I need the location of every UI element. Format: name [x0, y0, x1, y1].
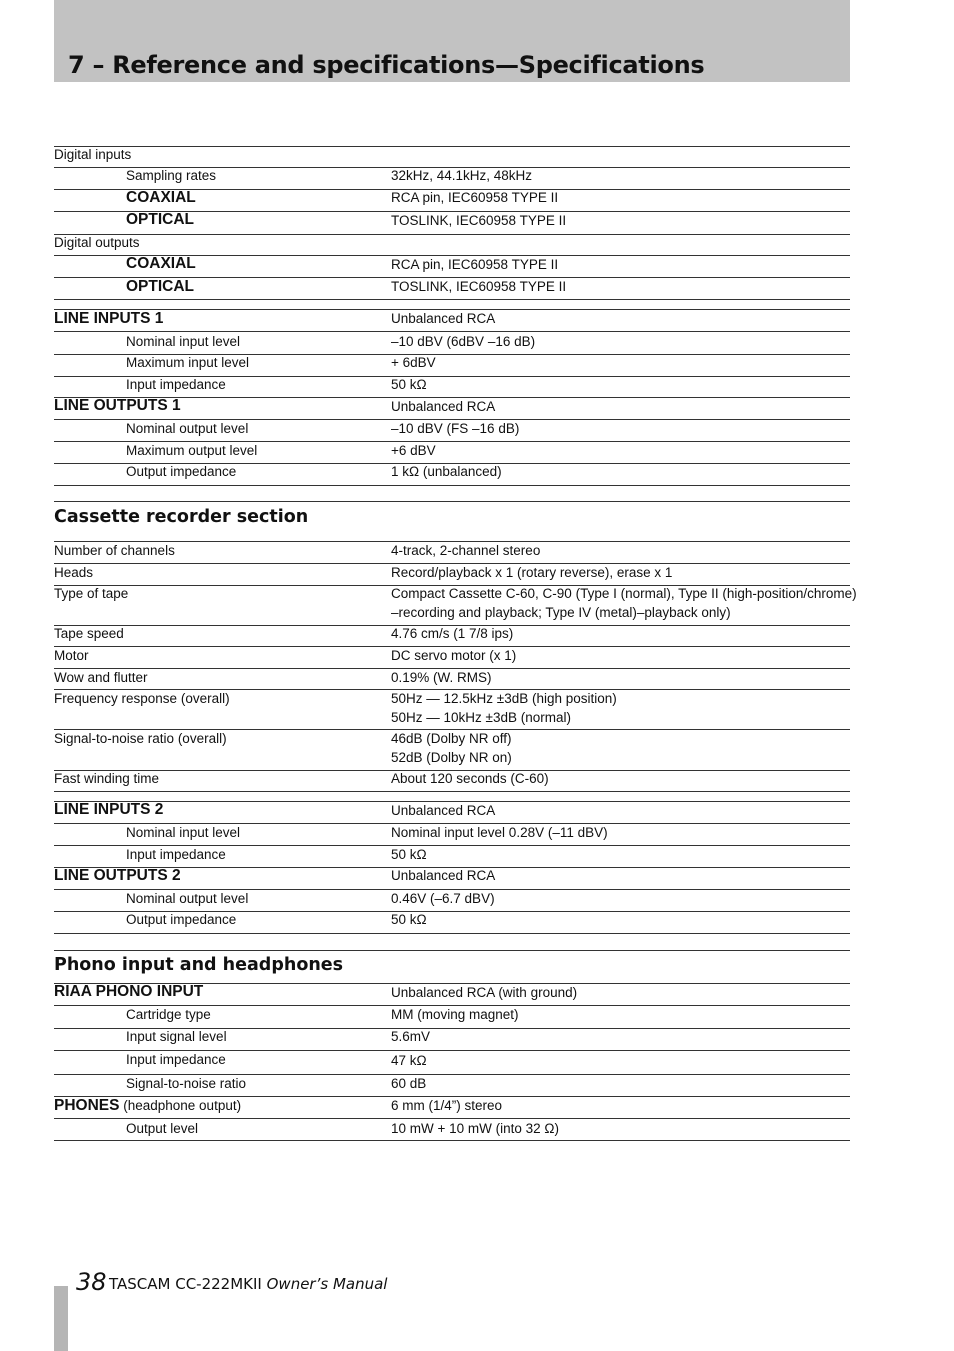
nominal-output-level-value: –10 dBV (FS –16 dB) — [391, 421, 520, 436]
line2-input-impedance-value: 50 kΩ — [391, 847, 427, 862]
motor-label: Motor — [54, 648, 89, 663]
line-outputs-1-label: LINE OUTPUTS 1 — [54, 397, 181, 414]
line-outputs-2-value: Unbalanced RCA — [391, 868, 496, 883]
line2-nominal-input-label: Nominal input level — [126, 825, 241, 840]
tape-type-value-line1: Compact Cassette C-60, C-90 (Type I (normal), Type II (high-position/chrome) — [391, 586, 857, 601]
input-signal-level-label: Input signal level — [126, 1029, 227, 1044]
line-inputs-2-label: LINE INPUTS 2 — [54, 801, 164, 818]
phono-snr-label: Signal-to-noise ratio — [126, 1076, 247, 1091]
max-input-level-label: Maximum input level — [126, 355, 250, 370]
frequency-response-value-line2: 50Hz — 10kHz ±3dB (normal) — [391, 710, 571, 725]
cartridge-type-value: MM (moving magnet) — [391, 1007, 519, 1022]
line-inputs-1-value: Unbalanced RCA — [391, 311, 496, 326]
snr-overall-value-line1: 46dB (Dolby NR off) — [391, 731, 512, 746]
divider — [54, 501, 850, 502]
line-inputs-1-label: LINE INPUTS 1 — [54, 310, 164, 327]
wow-flutter-label: Wow and flutter — [54, 670, 148, 685]
heads-value: Record/playback x 1 (rotary reverse), erase x 1 — [391, 565, 673, 580]
fast-winding-value: About 120 seconds (C-60) — [391, 771, 549, 786]
tape-speed-label: Tape speed — [54, 626, 124, 641]
page-number: 38 — [76, 1268, 107, 1296]
divider — [54, 950, 850, 951]
frequency-response-value-line1: 50Hz — 12.5kHz ±3dB (high position) — [391, 691, 617, 706]
divider — [54, 146, 850, 147]
output-impedance-value: 1 kΩ (unbalanced) — [391, 464, 502, 479]
divider — [54, 485, 850, 486]
snr-overall-label: Signal-to-noise ratio (overall) — [54, 731, 227, 746]
phones-label: PHONES — [54, 1097, 120, 1114]
phones-row-label — [54, 1096, 241, 1115]
footer-bar — [54, 1286, 68, 1351]
motor-value: DC servo motor (x 1) — [391, 648, 517, 663]
phono-section-title: Phono input and headphones — [54, 955, 344, 975]
line2-output-impedance-label: Output impedance — [126, 912, 237, 927]
phones-suffix: (headphone output) — [123, 1098, 242, 1113]
line-outputs-2-label: LINE OUTPUTS 2 — [54, 867, 181, 884]
line2-output-impedance-value: 50 kΩ — [391, 912, 427, 927]
output-impedance-label: Output impedance — [126, 464, 237, 479]
input-coaxial-label: COAXIAL — [126, 189, 196, 206]
cartridge-type-label: Cartridge type — [126, 1007, 211, 1022]
sampling-rates-label: Sampling rates — [126, 168, 217, 183]
tape-type-label: Type of tape — [54, 586, 129, 601]
input-signal-level-value: 5.6mV — [391, 1029, 431, 1044]
divider — [54, 299, 850, 300]
phono-snr-value: 60 dB — [391, 1076, 427, 1091]
nominal-input-level-value: –10 dBV (6dBV –16 dB) — [391, 334, 536, 349]
footer-brand-model: TASCAM CC-222MKII — [109, 1275, 262, 1293]
max-output-level-value: +6 dBV — [391, 443, 436, 458]
divider — [54, 234, 850, 235]
line2-nominal-input-value: Nominal input level 0.28V (–11 dBV) — [391, 825, 608, 840]
heads-label: Heads — [54, 565, 94, 580]
phono-input-impedance-value: 47 kΩ — [391, 1053, 427, 1068]
line-outputs-1-value: Unbalanced RCA — [391, 399, 496, 414]
output-optical-value: TOSLINK, IEC60958 TYPE II — [391, 279, 567, 294]
footer-manual-title — [109, 1274, 387, 1294]
riaa-phono-input-label: RIAA PHONO INPUT — [54, 983, 204, 1000]
nominal-output-level-label: Nominal output level — [126, 421, 249, 436]
channels-label: Number of channels — [54, 543, 175, 558]
page-title: 7 – Reference and specifications—Specifications — [68, 51, 705, 79]
cassette-section-title: Cassette recorder section — [54, 507, 309, 527]
line2-nominal-output-label: Nominal output level — [126, 891, 249, 906]
line-inputs-2-value: Unbalanced RCA — [391, 803, 496, 818]
input-impedance-value: 50 kΩ — [391, 377, 427, 392]
output-level-label: Output level — [126, 1121, 199, 1136]
digital-inputs-label: Digital inputs — [54, 147, 132, 162]
divider — [54, 791, 850, 792]
tape-speed-value: 4.76 cm/s (1 7/8 ips) — [391, 626, 514, 641]
sampling-rates-value: 32kHz, 44.1kHz, 48kHz — [391, 168, 533, 183]
input-coaxial-value: RCA pin, IEC60958 TYPE II — [391, 190, 559, 205]
tape-type-value-line2: –recording and playback; Type IV (metal)–playback only) — [391, 605, 731, 620]
riaa-phono-input-value: Unbalanced RCA (with ground) — [391, 985, 578, 1000]
input-impedance-label: Input impedance — [126, 377, 226, 392]
input-optical-value: TOSLINK, IEC60958 TYPE II — [391, 213, 567, 228]
max-input-level-value: + 6dBV — [391, 355, 436, 370]
fast-winding-label: Fast winding time — [54, 771, 160, 786]
divider — [54, 1140, 850, 1141]
frequency-response-label: Frequency response (overall) — [54, 691, 230, 706]
max-output-level-label: Maximum output level — [126, 443, 258, 458]
output-level-value: 10 mW + 10 mW (into 32 Ω) — [391, 1121, 560, 1136]
output-coaxial-label: COAXIAL — [126, 255, 196, 272]
digital-outputs-label: Digital outputs — [54, 235, 140, 250]
divider — [54, 933, 850, 934]
phono-input-impedance-label: Input impedance — [126, 1052, 226, 1067]
line2-nominal-output-value: 0.46V (–6.7 dBV) — [391, 891, 495, 906]
nominal-input-level-label: Nominal input level — [126, 334, 241, 349]
phones-value: 6 mm (1/4”) stereo — [391, 1098, 503, 1113]
snr-overall-value-line2: 52dB (Dolby NR on) — [391, 750, 512, 765]
output-optical-label: OPTICAL — [126, 278, 195, 295]
output-coaxial-value: RCA pin, IEC60958 TYPE II — [391, 257, 559, 272]
channels-value: 4-track, 2-channel stereo — [391, 543, 541, 558]
line2-input-impedance-label: Input impedance — [126, 847, 226, 862]
footer-manual-label: Owner’s Manual — [266, 1275, 388, 1293]
input-optical-label: OPTICAL — [126, 211, 195, 228]
wow-flutter-value: 0.19% (W. RMS) — [391, 670, 492, 685]
